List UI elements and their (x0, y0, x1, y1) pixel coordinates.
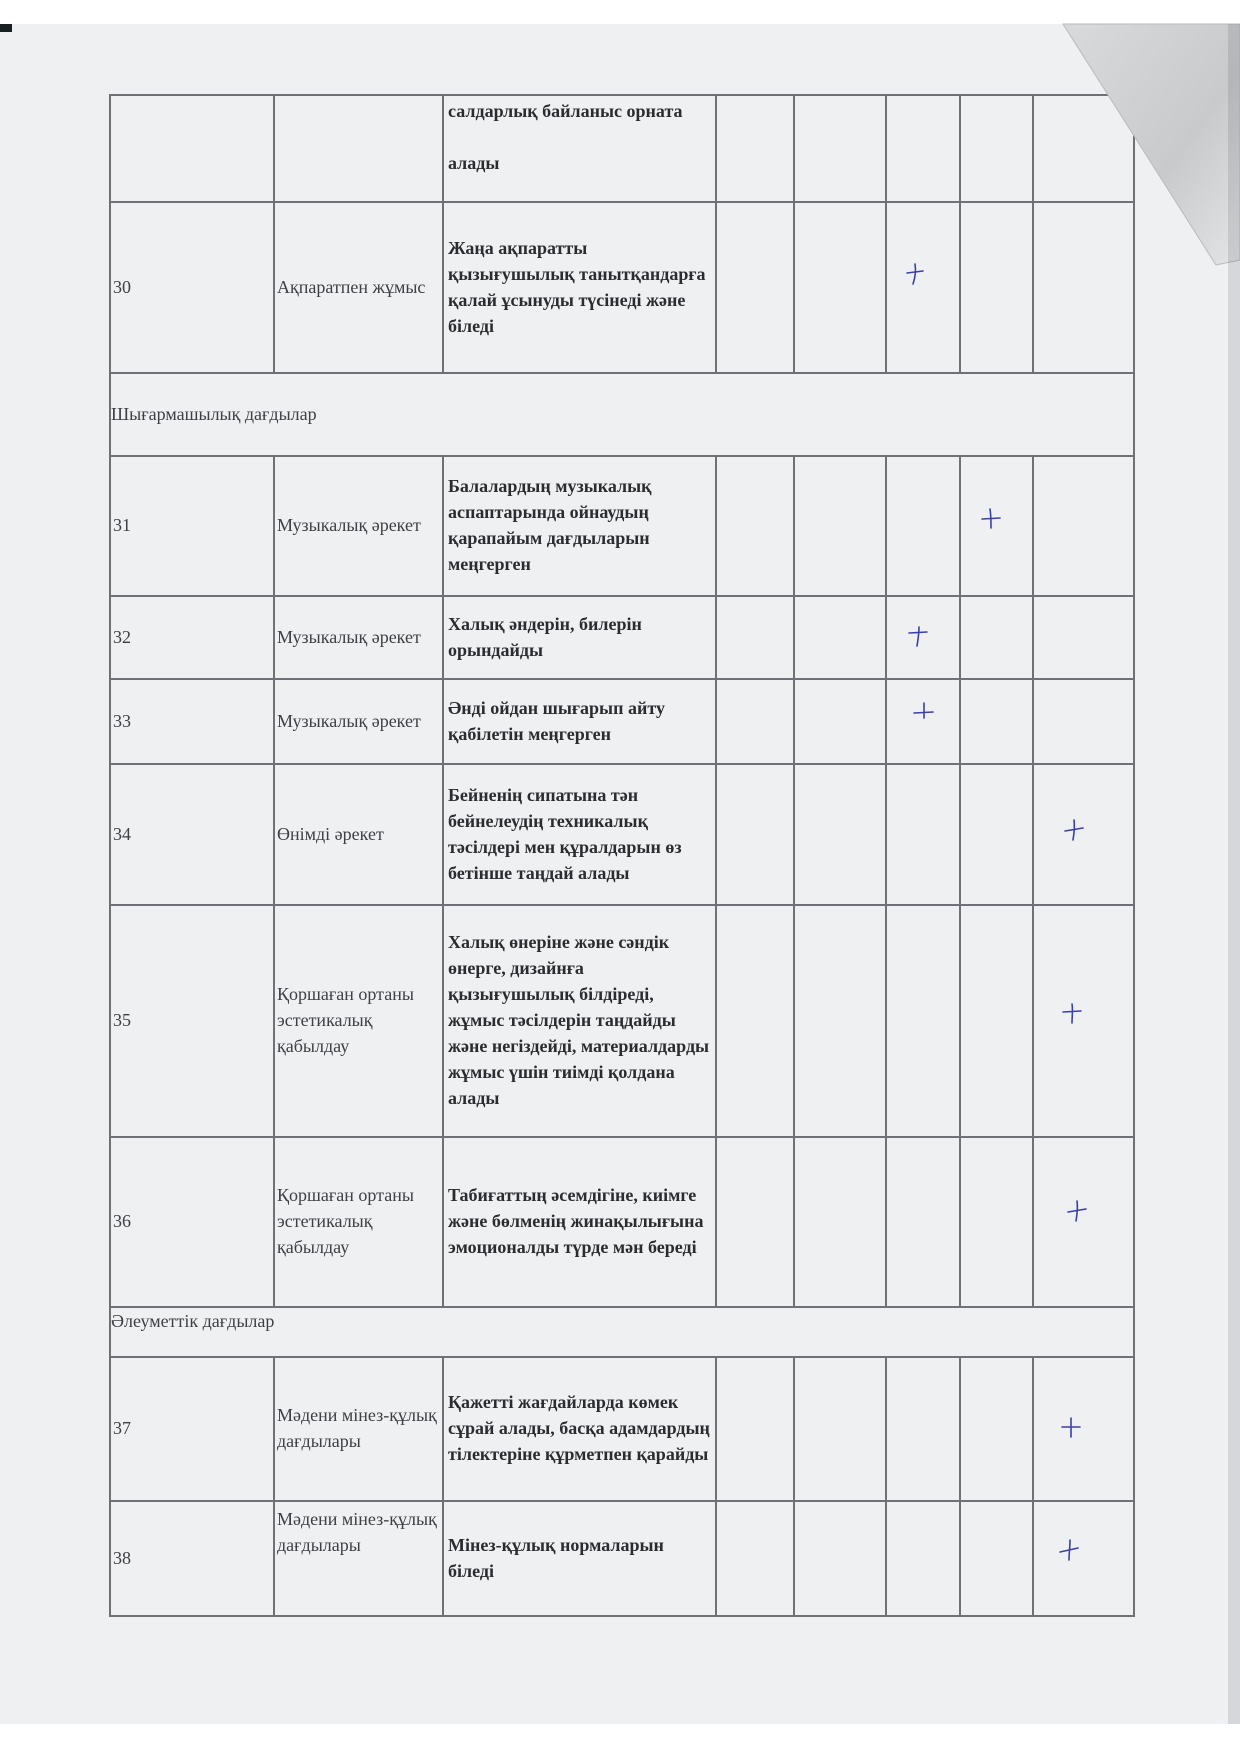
column-divider (1032, 1356, 1034, 1616)
row-34-area: Өнімді әрекет (277, 823, 384, 844)
row-33-description: Әнді ойдан шығарып айту қабілетін меңгерген (448, 697, 665, 744)
row-divider (109, 201, 1135, 203)
column-divider (715, 1356, 717, 1616)
row-divider (109, 1136, 1135, 1138)
table-border-bottom (109, 1615, 1135, 1617)
row-divider (109, 1306, 1135, 1308)
section-social-skills: Әлеуметтік дағдылар (111, 1311, 275, 1331)
column-divider (273, 94, 275, 372)
row-29-description: салдарлық байланыс орната алады (448, 101, 683, 173)
row-divider (109, 595, 1135, 597)
column-divider (793, 94, 795, 372)
row-divider (109, 678, 1135, 680)
column-divider (885, 455, 887, 1306)
column-divider (442, 455, 444, 1306)
handwritten-plus-mark-row-35 (1061, 1001, 1083, 1025)
handwritten-plus-mark-row-38 (1058, 1538, 1080, 1562)
column-divider (959, 1356, 961, 1616)
column-divider (793, 455, 795, 1306)
row-divider (109, 372, 1135, 374)
column-divider (959, 455, 961, 1306)
table-border-top (109, 94, 1135, 96)
row-31-number: 31 (113, 515, 131, 535)
column-divider (1032, 94, 1034, 372)
column-divider (885, 94, 887, 372)
row-divider (109, 904, 1135, 906)
row-31-area: Музыкалық әрекет (277, 515, 421, 535)
row-37-area: Мәдени мінез-құлық дағдылары (277, 1405, 437, 1451)
row-31-description: Балалардың музыкалық аспаптарында ойнаудың қарапайым дағдыларын меңгерген (448, 476, 652, 574)
handwritten-plus-mark-row-31 (980, 506, 1002, 530)
row-30-area: Ақпаратпен жұмыс (277, 276, 426, 297)
column-divider (959, 94, 961, 372)
row-30-description: Жаңа ақпаратты қызығушылық танытқандарға қалай ұсынуды түсінеді және біледі (448, 237, 706, 336)
row-divider (109, 455, 1135, 457)
column-divider (273, 455, 275, 1306)
table-border-right (1133, 94, 1135, 1617)
row-38-area: Мәдени мінез-құлық дағдылары (277, 1509, 437, 1555)
column-divider (715, 455, 717, 1306)
row-35-number: 35 (113, 1010, 131, 1030)
row-32-description: Халық әндерін, билерін орындайды (448, 613, 642, 660)
handwritten-plus-mark-row-32 (907, 624, 929, 648)
row-32-number: 32 (113, 626, 131, 647)
handwritten-plus-mark-row-30 (904, 262, 926, 286)
row-30-number: 30 (113, 276, 131, 297)
table-border-left (109, 94, 111, 1617)
row-33-number: 33 (113, 710, 131, 731)
row-35-description: Халық өнеріне және сәндік өнерге, дизайнға қызығушылық білдіреді, жұмыс тәсілдерін таңдайды және негіздейді, материалдарды жұмыс үшін тиімді қолдана алады (448, 932, 710, 1108)
row-divider (109, 1356, 1135, 1358)
handwritten-plus-mark-row-37 (1060, 1415, 1082, 1439)
row-34-number: 34 (113, 823, 131, 844)
row-divider (109, 763, 1135, 765)
handwritten-plus-mark-row-36 (1066, 1199, 1088, 1223)
row-38-number: 38 (113, 1547, 131, 1568)
column-divider (442, 94, 444, 372)
column-divider (442, 1356, 444, 1616)
handwritten-plus-mark-row-34 (1063, 818, 1085, 842)
row-35-area: Қоршаған ортаны эстетикалық қабылдау (277, 984, 414, 1056)
column-divider (1032, 455, 1034, 1306)
row-37-description: Қажетті жағдайларда көмек сұрай алады, басқа адамдардың тілектеріне құрметпен қарайды (448, 1392, 710, 1464)
row-37-number: 37 (113, 1418, 131, 1438)
section-creative-skills: Шығармашылық дағдылар (111, 403, 317, 424)
row-36-description: Табиғаттың әсемдігіне, киімге және бөлменің жинақылығына эмоционалды түрде мән береді (448, 1185, 704, 1257)
column-divider (715, 94, 717, 372)
row-36-area: Қоршаған ортаны эстетикалық қабылдау (277, 1185, 414, 1257)
column-divider (885, 1356, 887, 1616)
row-32-area: Музыкалық әрекет (277, 626, 421, 647)
row-33-area: Музыкалық әрекет (277, 710, 421, 731)
handwritten-plus-mark-row-33 (912, 700, 934, 724)
row-38-description: Мінез-құлық нормаларын біледі (448, 1534, 664, 1581)
column-divider (793, 1356, 795, 1616)
column-divider (273, 1356, 275, 1616)
row-34-description: Бейненің сипатына тән бейнелеудің техникалық тәсілдері мен құралдарын өз бетінше таңдай алады (448, 784, 682, 883)
row-divider (109, 1500, 1135, 1502)
row-36-number: 36 (113, 1211, 131, 1231)
